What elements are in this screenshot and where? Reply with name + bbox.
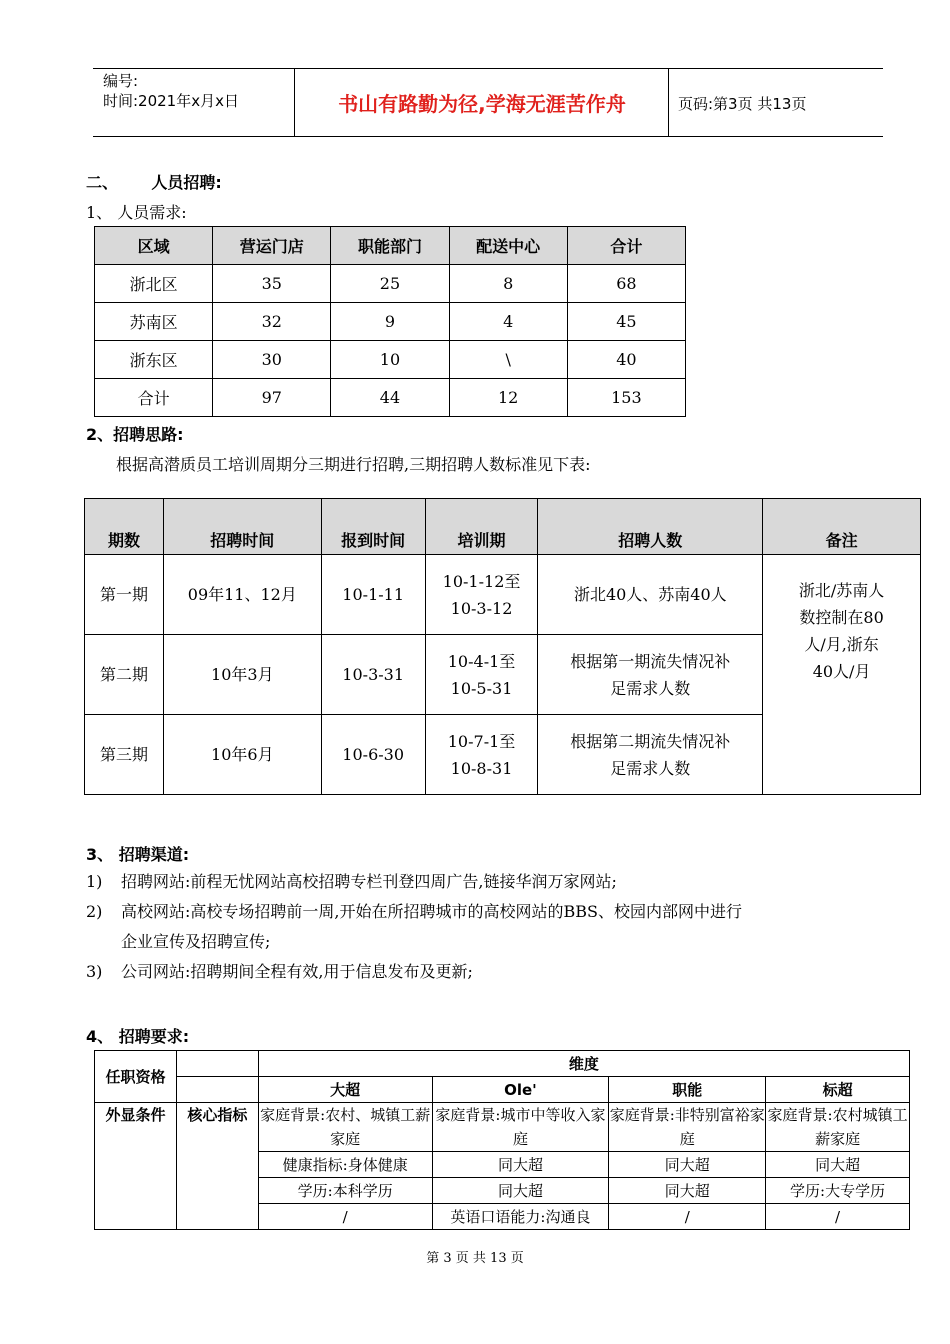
phase-table [84,498,921,795]
table-cell [425,555,538,635]
table-cell [538,715,763,795]
table-cell: 45 [567,303,685,341]
note-line: 浙北/苏南人 [798,581,885,600]
table-cell: 9 [331,303,449,341]
cell-line: 10-8-31 [450,758,513,778]
table-cell: 10-6-30 [321,715,425,795]
page-footer: 第 3 页 共 13 页 [426,1251,524,1266]
table-cell [425,715,538,795]
cell-line: 10-3-12 [450,598,513,618]
requirement-title: 4、 招聘要求: [86,1027,190,1046]
table-cell: 32 [213,303,331,341]
cell-line: 足需求人数 [610,678,691,698]
table-row [95,265,686,303]
table-cell: 153 [567,379,685,417]
table-cell: 同大超 [432,1178,609,1204]
header-motto: 书山有路勤为径,学海无涯苦作舟 [338,91,626,116]
table-cell: 浙东区 [95,341,213,379]
column-header: Ole' [432,1077,609,1103]
header-divider [668,68,669,136]
table-cell: 10-3-31 [321,635,425,715]
channel-num: 1) [86,872,103,891]
document-number: 编号: [103,72,139,90]
table-cell: 09年11、12月 [163,555,321,635]
table-cell: 68 [567,265,685,303]
table-cell [425,635,538,715]
table-cell: 30 [213,341,331,379]
table-cell: / [258,1204,432,1230]
table-cell: 10年3月 [163,635,321,715]
table-cell: 25 [331,265,449,303]
cell-line: 10-5-31 [450,678,513,698]
table-cell: 10 [331,341,449,379]
table-cell: 12 [449,379,567,417]
table-cell: 同大超 [609,1152,766,1178]
column-header: 备注 [763,499,921,555]
qualification-header: 任职资格 [95,1051,177,1103]
table-cell: 同大超 [432,1152,609,1178]
column-header: 招聘时间 [163,499,321,555]
channel-num: 2) [86,902,103,921]
header-top-rule [93,68,883,69]
table-cell: 第二期 [85,635,164,715]
table-row [95,379,686,417]
table-cell: 学历:大专学历 [766,1178,910,1204]
column-header: 报到时间 [321,499,425,555]
column-header: 配送中心 [449,227,567,265]
cell-line: 足需求人数 [610,758,691,778]
table-cell: 4 [449,303,567,341]
table-row [85,555,921,635]
column-header: 期数 [85,499,164,555]
table-row [95,303,686,341]
column-header: 职能部门 [331,227,449,265]
demand-table [94,226,686,417]
cell-line: 根据第二期流失情况补 [570,731,731,751]
table-cell: 第一期 [85,555,164,635]
table-cell: \ [449,341,567,379]
note-line: 40人/月 [812,662,871,681]
table-cell: 浙北区 [95,265,213,303]
table-cell: 35 [213,265,331,303]
note-line: 数控制在80 [799,608,884,627]
channel-text: 企业宣传及招聘宣传; [121,932,271,951]
table-cell: 学历:本科学历 [258,1178,432,1204]
table-cell: 同大超 [609,1178,766,1204]
table-cell: 家庭背景:非特别富裕家庭 [609,1103,766,1152]
channel-title: 3、 招聘渠道: [86,845,190,864]
table-header-row [95,1077,910,1103]
note-line: 人/月,浙东 [804,635,879,654]
table-header-row [95,1051,910,1077]
demand-title: 1、 人员需求: [86,203,187,222]
cell-line: 10-4-1至 [447,651,516,671]
table-row [95,1103,910,1152]
table-cell: 44 [331,379,449,417]
channel-num: 3) [86,962,103,981]
table-cell: 合计 [95,379,213,417]
dimension-header: 维度 [258,1051,909,1077]
note-cell [763,555,921,795]
column-header: 区域 [95,227,213,265]
cell-line: 10-7-1至 [447,731,516,751]
outer-condition-label: 外显条件 [95,1103,177,1230]
document-time: 时间:2021年x月x日 [103,92,239,110]
table-cell: 家庭背景:农村城镇工薪家庭 [766,1103,910,1152]
table-cell: 英语口语能力:沟通良 [432,1204,609,1230]
header-bottom-rule [93,136,883,137]
table-cell: 健康指标:身体健康 [258,1152,432,1178]
table-cell: 10年6月 [163,715,321,795]
column-header: 招聘人数 [538,499,763,555]
table-cell [538,635,763,715]
table-cell [176,1077,258,1103]
idea-text: 根据高潜质员工培训周期分三期进行招聘,三期招聘人数标准见下表: [116,455,591,474]
channel-text: 公司网站:招聘期间全程有效,用于信息发布及更新; [121,962,473,981]
table-cell: 97 [213,379,331,417]
table-row [95,341,686,379]
column-header: 职能 [609,1077,766,1103]
idea-title: 2、招聘思路: [86,425,184,444]
table-cell [176,1051,258,1077]
table-cell: 同大超 [766,1152,910,1178]
table-header-row [95,227,686,265]
column-header: 标超 [766,1077,910,1103]
column-header: 合计 [567,227,685,265]
table-cell: 8 [449,265,567,303]
table-cell [538,555,763,635]
section-title: 二、 人员招聘: [86,173,222,192]
table-header-row [85,499,921,555]
header-divider [294,68,295,136]
cell-line: 浙北40人、苏南40人 [573,585,727,604]
table-cell: 家庭背景:城市中等收入家庭 [432,1103,609,1152]
cell-line: 10-1-12至 [442,571,521,591]
core-indicator-label: 核心指标 [176,1103,258,1230]
table-cell: / [766,1204,910,1230]
table-cell: / [609,1204,766,1230]
column-header: 营运门店 [213,227,331,265]
table-cell: 10-1-11 [321,555,425,635]
channel-text: 招聘网站:前程无忧网站高校招聘专栏刊登四周广告,链接华润万家网站; [121,872,617,891]
table-cell: 苏南区 [95,303,213,341]
requirement-table [94,1050,910,1230]
cell-line: 根据第一期流失情况补 [570,651,731,671]
table-cell: 第三期 [85,715,164,795]
table-cell: 家庭背景:农村、城镇工薪家庭 [258,1103,432,1152]
column-header: 培训期 [425,499,538,555]
column-header: 大超 [258,1077,432,1103]
table-cell: 40 [567,341,685,379]
page-info: 页码:第3页 共13页 [678,95,807,113]
channel-text: 高校网站:高校专场招聘前一周,开始在所招聘城市的高校网站的BBS、校园内部网中进行 [121,902,742,921]
